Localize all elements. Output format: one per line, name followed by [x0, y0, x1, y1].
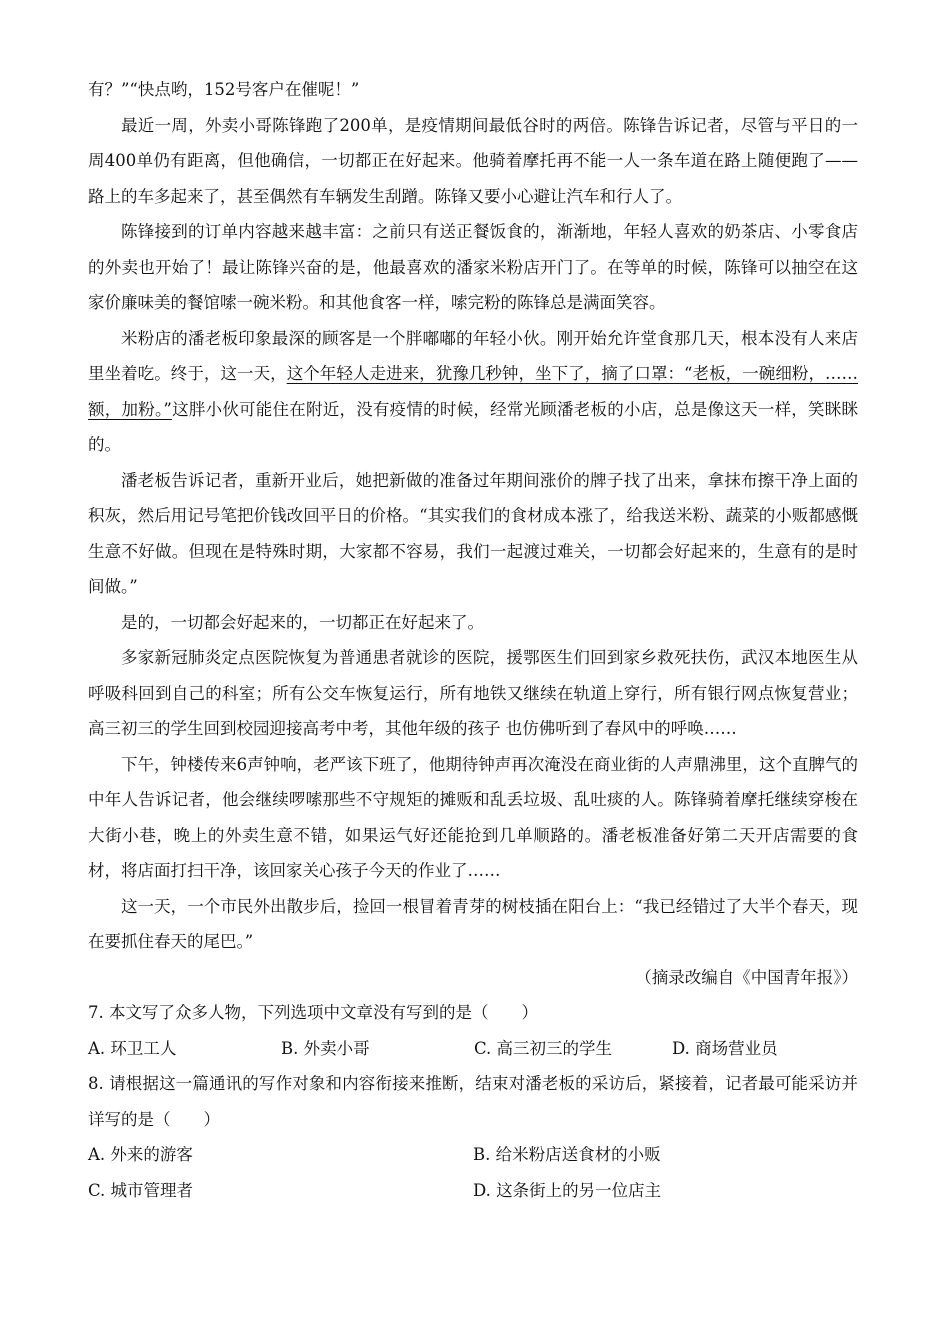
question-8-stem: 8. 请根据这一篇通讯的写作对象和内容衔接来推断，结束对潘老板的采访后，紧接着，记者最可能采访并详写的是（ ）	[88, 1074, 858, 1129]
paragraph-city-recovery: 多家新冠肺炎定点医院恢复为普通患者就诊的医院，援鄂医生们回到家乡救死扶伤，武汉本地医生从呼吸科回到自己的科室；所有公交车恢复运行，所有地铁又继续在轨道上穿行，所有银行网点恢复营业；高三初三的学生回到校园迎接高考中考，其他年级的孩子 也仿佛听到了春风中的呼唤……	[88, 648, 858, 738]
paragraph-orders: 陈锋接到的订单内容越来越丰富：之前只有送正餐饭食的，渐渐地，年轻人喜欢的奶茶店、小零食店的外卖也开始了！最让陈锋兴奋的是，他最喜欢的潘家米粉店开门了。在等单的时候，陈锋可以抽空在这家价廉味美的餐馆嗦一碗米粉。和其他食客一样，嗦完粉的陈锋总是满面笑容。	[88, 222, 858, 312]
question-7-option-a[interactable]: A. 环卫工人	[88, 1038, 177, 1058]
paragraph-owner-quote: 潘老板告诉记者，重新开业后，她把新做的准备过年期间涨价的牌子找了出来，拿抹布擦干净上面的积灰，然后用记号笔把价钱改回平日的价格。“其实我们的食材成本涨了，给我送米粉、蔬菜的小贩都感慨生意不好做。但现在是特殊时期，大家都不容易，我们一起渡过难关，一切都会好起来的，生意有的是时间做。”	[88, 470, 858, 596]
question-8-options-row-2	[88, 1173, 858, 1209]
question-8-option-a[interactable]: A. 外来的游客	[88, 1145, 193, 1164]
question-7-stem: 7. 本文写了众多人物，下列选项中文章没有写到的是（ ）	[88, 1003, 538, 1022]
paragraph-getting-better: 是的，一切都会好起来的，一切都正在好起来了。	[121, 612, 484, 632]
question-7-option-d[interactable]: D. 商场营业员	[672, 1038, 778, 1058]
paragraph-courier: 最近一周，外卖小哥陈锋跑了200单，是疫情期间最低谷时的两倍。陈锋告诉记者，尽管与平日的一周400单仍有距离，但他确信，一切都正在好起来。他骑着摩托再不能一人一条车道在路上随便跑了——路上的车多起来了，甚至偶然有车辆发生刮蹭。陈锋又要小心避让汽车和行人了。	[88, 115, 858, 206]
paragraph-noodle-shop-end: 这胖小伙可能住在附近，没有疫情的时候，经常光顾潘老板的小店，总是像这天一样，笑眯眯的。	[88, 399, 859, 454]
article-source: （摘录改编自《中国青年报》）	[635, 967, 858, 987]
paragraph-spring: 这一天，一个市民外出散步后，捡回一根冒着青芽的树枝插在阳台上：“我已经错过了大半个春天，现在要抓住春天的尾巴。”	[88, 896, 858, 951]
question-7-option-c[interactable]: C. 高三初三的学生	[474, 1038, 613, 1058]
question-8-option-c[interactable]: C. 城市管理者	[88, 1180, 194, 1200]
question-8-option-d[interactable]: D. 这条街上的另一位店主	[473, 1180, 662, 1200]
continuation-line: 有？”“快点哟，152号客户在催呢！”	[88, 80, 360, 99]
paragraph-noodle-shop-intro: 米粉店的潘老板印象最深的顾客是一个胖嘟嘟的年轻小伙。刚开始允许堂食那几天，根本没有人来店里坐着吃。终于，这一天，	[88, 328, 858, 383]
question-7-options	[88, 1031, 858, 1067]
document-page	[88, 72, 858, 1208]
paragraph-evening: 下午，钟楼传来6声钟响，老严该下班了，他期待钟声再次淹没在商业街的人声鼎沸里，这个直脾气的中年人告诉记者，他会继续啰嗦那些不守规矩的摊贩和乱丢垃圾、乱吐痰的人。陈锋骑着摩托继续穿梭在大街小巷，晚上的外卖生意不错，如果运气好还能抢到几单顺路的。潘老板准备好第二天开店需要的食材，将店面打扫干净，该回家关心孩子今天的作业了……	[88, 754, 858, 880]
question-8-option-b[interactable]: B. 给米粉店送食材的小贩	[473, 1145, 661, 1164]
paragraph-noodle-shop	[88, 321, 858, 463]
question-8-options-row-1	[88, 1137, 858, 1173]
question-7-option-b[interactable]: B. 外卖小哥	[281, 1038, 370, 1058]
underlined-sentence: 这个年轻人走进来，犹豫几秒钟，坐下了，摘了口罩：“老板，一碗细粉，……额，加粉。”	[88, 364, 859, 419]
